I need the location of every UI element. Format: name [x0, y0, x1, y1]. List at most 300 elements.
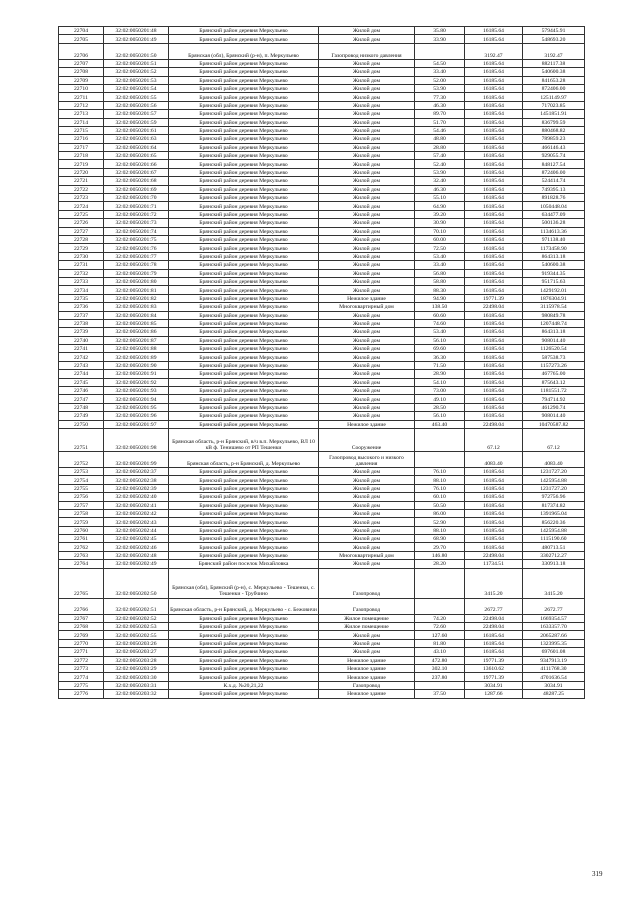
cadastral-value-cell: 4701636.54	[523, 673, 585, 681]
cadastral-number-cell: 32:02:0050202:43	[104, 518, 169, 526]
table-row	[59, 690, 585, 698]
area-cell: 28.80	[415, 143, 465, 151]
cadastral-number-cell: 32:02:0050201:93	[104, 387, 169, 395]
cadastral-number-cell: 32:02:0050201:50	[104, 43, 169, 59]
cadastral-number-cell: 32:02:0050201:77	[104, 252, 169, 260]
row-id-cell: 22714	[59, 118, 104, 126]
row-id-cell: 22771	[59, 648, 104, 656]
table-row	[59, 412, 585, 420]
address-cell: Брянский район деревня Меркульево	[169, 177, 319, 185]
address-cell: Брянский район деревня Меркульево	[169, 168, 319, 176]
table-row	[59, 656, 585, 664]
cadastral-number-cell: 32:02:0050203:26	[104, 639, 169, 647]
cadastral-number-cell: 32:02:0050201:94	[104, 395, 169, 403]
cadastral-value-cell: 3302712.27	[523, 551, 585, 559]
cadastral-number-cell: 32:02:0050201:49	[104, 35, 169, 43]
cadastral-number-cell: 32:02:0050201:59	[104, 118, 169, 126]
rate-cell: 19771.39	[465, 656, 523, 664]
row-id-cell: 22731	[59, 261, 104, 269]
cadastral-value-cell: 1669354.57	[523, 614, 585, 622]
area-cell: 72.50	[415, 244, 465, 252]
cadastral-value-cell: 548693.20	[523, 35, 585, 43]
cadastral-value-cell: 4111768.30	[523, 665, 585, 673]
cadastral-number-cell: 32:02:0050201:87	[104, 336, 169, 344]
area-cell: 43.10	[415, 648, 465, 656]
row-id-cell: 22736	[59, 303, 104, 311]
area-cell	[415, 43, 465, 59]
table-row	[59, 35, 585, 43]
object-type-cell: Жилой дом	[319, 535, 415, 543]
cadastral-number-cell: 32:02:0050201:89	[104, 353, 169, 361]
table-row	[59, 319, 585, 327]
cadastral-value-cell: 1050448.04	[523, 202, 585, 210]
area-cell: 64.90	[415, 202, 465, 210]
object-type-cell: Жилой дом	[319, 345, 415, 353]
table-row	[59, 143, 585, 151]
address-cell: Брянская область, р-н Брянский, д. Меркульево - с. Бежовичи	[169, 598, 319, 614]
object-type-cell: Жилой дом	[319, 353, 415, 361]
cadastral-number-cell: 32:02:0050201:97	[104, 420, 169, 428]
area-cell: 71.50	[415, 361, 465, 369]
address-cell: Брянский район деревня Меркульево	[169, 420, 319, 428]
object-type-cell: Жилой дом	[319, 467, 415, 475]
cadastral-number-cell: 32:02:0050203:31	[104, 681, 169, 689]
object-type-cell: Жилой дом	[319, 526, 415, 534]
cadastral-value-cell: 3034.91	[523, 681, 585, 689]
address-cell: Брянский район деревня Меркульево	[169, 639, 319, 647]
row-id-cell: 22733	[59, 277, 104, 285]
cadastral-value-cell: 929055.74	[523, 152, 585, 160]
rate-cell: 16185.64	[465, 277, 523, 285]
cadastral-value-cell: 817374.82	[523, 501, 585, 509]
row-id-cell: 22716	[59, 135, 104, 143]
rate-cell: 16185.64	[465, 168, 523, 176]
cadastral-number-cell: 32:02:0050201:69	[104, 185, 169, 193]
cadastral-value-cell: 3115978.54	[523, 303, 585, 311]
address-cell: Брянский район деревня Меркульево	[169, 484, 319, 492]
table-row	[59, 311, 585, 319]
cadastral-value-cell: 1391965.04	[523, 509, 585, 517]
rate-cell: 16185.64	[465, 639, 523, 647]
row-id-cell: 22717	[59, 143, 104, 151]
row-id-cell: 22705	[59, 35, 104, 43]
cadastral-value-cell: 524414.74	[523, 177, 585, 185]
address-cell: Брянский район деревня Меркульево	[169, 235, 319, 243]
area-cell: 76.10	[415, 467, 465, 475]
cadastral-number-cell: 32:02:0050201:82	[104, 294, 169, 302]
area-cell: 32.40	[415, 177, 465, 185]
row-id-cell: 22761	[59, 535, 104, 543]
address-cell: Брянский район деревня Меркульево	[169, 623, 319, 631]
address-cell: Брянский район деревня Меркульево	[169, 160, 319, 168]
row-id-cell: 22720	[59, 168, 104, 176]
cadastral-value-cell: 4083.40	[523, 451, 585, 467]
address-cell: Брянский район деревня Меркульево	[169, 303, 319, 311]
object-type-cell: Жилой дом	[319, 194, 415, 202]
table-row	[59, 294, 585, 302]
cadastral-number-cell: 32:02:0050201:61	[104, 126, 169, 134]
cadastral-number-cell: 32:02:0050202:42	[104, 509, 169, 517]
row-id-cell: 22749	[59, 412, 104, 420]
table-row	[59, 210, 585, 218]
row-id-cell: 22742	[59, 353, 104, 361]
address-cell: Брянский район деревня Меркульево	[169, 252, 319, 260]
table-row	[59, 135, 585, 143]
page-number: 319	[592, 870, 603, 878]
cadastral-value-cell: 461290.74	[523, 403, 585, 411]
address-cell: Брянский район деревня Меркульево	[169, 68, 319, 76]
cadastral-number-cell: 32:02:0050201:96	[104, 412, 169, 420]
cadastral-value-cell: 9347913.19	[523, 656, 585, 664]
cadastral-value-cell: 1126520.54	[523, 345, 585, 353]
object-type-cell: Жилой дом	[319, 387, 415, 395]
object-type-cell: Жилой дом	[319, 185, 415, 193]
area-cell: 88.30	[415, 286, 465, 294]
address-cell: Брянский район деревня Меркульево	[169, 648, 319, 656]
cadastral-number-cell: 32:02:0050201:68	[104, 177, 169, 185]
object-type-cell: Многоквартирный дом	[319, 303, 415, 311]
table-row	[59, 286, 585, 294]
cadastral-number-cell: 32:02:0050201:88	[104, 345, 169, 353]
row-id-cell: 22751	[59, 428, 104, 451]
cadastral-value-cell: 1134613.36	[523, 227, 585, 235]
area-cell: 33.40	[415, 261, 465, 269]
cadastral-value-cell: 856220.36	[523, 518, 585, 526]
table-row	[59, 535, 585, 543]
address-cell: Брянский район деревня Меркульево	[169, 509, 319, 517]
address-cell: Брянский район деревня Меркульево	[169, 673, 319, 681]
cadastral-number-cell: 32:02:0050202:40	[104, 493, 169, 501]
cadastral-value-cell: 587538.73	[523, 353, 585, 361]
area-cell	[415, 681, 465, 689]
cadastral-value-cell: 540600.38	[523, 68, 585, 76]
rate-cell: 16185.64	[465, 535, 523, 543]
area-cell: 472.80	[415, 656, 465, 664]
address-cell: Брянский район деревня Меркульево	[169, 219, 319, 227]
row-id-cell: 22715	[59, 126, 104, 134]
cadastral-number-cell: 32:02:0050202:39	[104, 484, 169, 492]
table-row	[59, 387, 585, 395]
object-type-cell: Жилой дом	[319, 59, 415, 67]
cadastral-number-cell: 32:02:0050201:53	[104, 76, 169, 84]
rate-cell: 16185.64	[465, 526, 523, 534]
cadastral-value-cell: 980849.78	[523, 311, 585, 319]
area-cell: 57.40	[415, 152, 465, 160]
area-cell	[415, 598, 465, 614]
table-row	[59, 177, 585, 185]
object-type-cell: Газопровод низкого давления	[319, 43, 415, 59]
address-cell: Брянский район деревня Меркульево	[169, 76, 319, 84]
rate-cell: 16185.64	[465, 152, 523, 160]
area-cell: 127.60	[415, 631, 465, 639]
object-type-cell: Жилой дом	[319, 361, 415, 369]
row-id-cell: 22750	[59, 420, 104, 428]
row-id-cell: 22770	[59, 639, 104, 647]
area-cell: 302.10	[415, 665, 465, 673]
row-id-cell: 22752	[59, 451, 104, 467]
object-type-cell: Нежилое здание	[319, 673, 415, 681]
cadastral-number-cell: 32:02:0050202:48	[104, 551, 169, 559]
address-cell: Брянский район деревня Меркульево	[169, 118, 319, 126]
cadastral-value-cell: 872406.00	[523, 84, 585, 92]
row-id-cell: 22710	[59, 84, 104, 92]
object-type-cell: Жилой дом	[319, 168, 415, 176]
rate-cell: 16185.64	[465, 518, 523, 526]
rate-cell: 16185.64	[465, 311, 523, 319]
area-cell: 55.10	[415, 194, 465, 202]
table-row	[59, 614, 585, 622]
area-cell: 53.40	[415, 328, 465, 336]
cadastral-value-cell: 872406.00	[523, 168, 585, 176]
rate-cell: 16185.64	[465, 361, 523, 369]
cadastral-value-cell: 1429192.01	[523, 286, 585, 294]
object-type-cell: Жилой дом	[319, 27, 415, 35]
cadastral-value-cell: 1251149.97	[523, 93, 585, 101]
row-id-cell: 22708	[59, 68, 104, 76]
row-id-cell: 22704	[59, 27, 104, 35]
row-id-cell: 22746	[59, 387, 104, 395]
cadastral-number-cell: 32:02:0050201:92	[104, 378, 169, 386]
cadastral-number-cell: 32:02:0050201:48	[104, 27, 169, 35]
rate-cell: 16185.64	[465, 261, 523, 269]
area-cell: 36.30	[415, 353, 465, 361]
cadastral-number-cell: 32:02:0050201:75	[104, 235, 169, 243]
cadastral-number-cell: 32:02:0050201:64	[104, 143, 169, 151]
object-type-cell: Жилой дом	[319, 277, 415, 285]
area-cell: 60.10	[415, 493, 465, 501]
address-cell: Брянский район деревня Меркульево	[169, 328, 319, 336]
rate-cell: 16185.64	[465, 286, 523, 294]
area-cell: 70.10	[415, 227, 465, 235]
object-type-cell: Жилой дом	[319, 235, 415, 243]
row-id-cell: 22724	[59, 202, 104, 210]
table-row	[59, 194, 585, 202]
object-type-cell: Жилое помещение	[319, 614, 415, 622]
rate-cell: 16185.64	[465, 476, 523, 484]
cadastral-value-cell: 2065287.66	[523, 631, 585, 639]
row-id-cell: 22763	[59, 551, 104, 559]
cadastral-number-cell: 32:02:0050201:98	[104, 428, 169, 451]
object-type-cell: Жилой дом	[319, 543, 415, 551]
cadastral-value-cell: 3415.20	[523, 568, 585, 598]
rate-cell: 16185.64	[465, 110, 523, 118]
object-type-cell: Жилой дом	[319, 501, 415, 509]
object-type-cell: Жилое помещение	[319, 623, 415, 631]
cadastral-value-cell: 1231727.20	[523, 484, 585, 492]
table-row	[59, 681, 585, 689]
object-type-cell: Жилой дом	[319, 177, 415, 185]
area-cell: 60.60	[415, 311, 465, 319]
cadastral-value-cell: 1633357.70	[523, 623, 585, 631]
rate-cell: 19771.39	[465, 673, 523, 681]
cadastral-number-cell: 32:02:0050201:84	[104, 311, 169, 319]
rate-cell: 16185.64	[465, 101, 523, 109]
rate-cell: 1287.66	[465, 690, 523, 698]
table-row	[59, 484, 585, 492]
cadastral-number-cell: 32:02:0050201:57	[104, 110, 169, 118]
row-id-cell: 22706	[59, 43, 104, 59]
table-row	[59, 244, 585, 252]
rate-cell: 16185.64	[465, 227, 523, 235]
area-cell: 60.00	[415, 235, 465, 243]
object-type-cell: Жилой дом	[319, 370, 415, 378]
address-cell: Брянский район деревня Меркульево	[169, 110, 319, 118]
cadastral-number-cell: 32:02:0050202:53	[104, 623, 169, 631]
area-cell: 81.80	[415, 639, 465, 647]
row-id-cell: 22721	[59, 177, 104, 185]
cadastral-value-cell: 634477.09	[523, 210, 585, 218]
rate-cell: 19771.39	[465, 294, 523, 302]
rate-cell: 16185.64	[465, 118, 523, 126]
object-type-cell: Жилой дом	[319, 252, 415, 260]
rate-cell: 16185.64	[465, 319, 523, 327]
area-cell: 52.90	[415, 518, 465, 526]
object-type-cell: Жилой дом	[319, 631, 415, 639]
rate-cell: 16185.64	[465, 59, 523, 67]
row-id-cell: 22730	[59, 252, 104, 260]
area-cell: 94.90	[415, 294, 465, 302]
area-cell: 48.80	[415, 135, 465, 143]
row-id-cell: 22765	[59, 568, 104, 598]
address-cell: Брянский район деревня Меркульево	[169, 319, 319, 327]
cadastral-value-cell: 908014.40	[523, 336, 585, 344]
row-id-cell: 22767	[59, 614, 104, 622]
object-type-cell: Жилой дом	[319, 484, 415, 492]
cadastral-value-cell: 1451851.91	[523, 110, 585, 118]
cadastral-value-cell: 864313.18	[523, 328, 585, 336]
object-type-cell: Жилой дом	[319, 403, 415, 411]
table-row	[59, 261, 585, 269]
cadastral-value-cell: 1425954.88	[523, 526, 585, 534]
cadastral-value-cell: 67.12	[523, 428, 585, 451]
object-type-cell: Жилой дом	[319, 84, 415, 92]
cadastral-number-cell: 32:02:0050201:51	[104, 59, 169, 67]
row-id-cell: 22775	[59, 681, 104, 689]
area-cell: 138.50	[415, 303, 465, 311]
cadastral-value-cell: 467765.00	[523, 370, 585, 378]
object-type-cell: Жилой дом	[319, 493, 415, 501]
object-type-cell: Жилой дом	[319, 126, 415, 134]
cadastral-number-cell: 32:02:0050201:83	[104, 303, 169, 311]
cadastral-number-cell: 32:02:0050201:54	[104, 84, 169, 92]
table-row	[59, 361, 585, 369]
table-row	[59, 509, 585, 517]
cadastral-value-cell: 466146.43	[523, 143, 585, 151]
area-cell: 86.00	[415, 509, 465, 517]
address-cell: Брянский район деревня Меркульево	[169, 690, 319, 698]
row-id-cell: 22735	[59, 294, 104, 302]
rate-cell: 16185.64	[465, 412, 523, 420]
address-cell: Брянский район деревня Меркульево	[169, 227, 319, 235]
cadastral-value-cell: 330913.18	[523, 560, 585, 568]
area-cell: 72.60	[415, 623, 465, 631]
row-id-cell: 22774	[59, 673, 104, 681]
address-cell: Брянский район деревня Меркульево	[169, 543, 319, 551]
cadastral-value-cell: 579445.91	[523, 27, 585, 35]
address-cell: Брянский район деревня Меркульево	[169, 59, 319, 67]
cadastral-number-cell: 32:02:0050201:70	[104, 194, 169, 202]
row-id-cell: 22729	[59, 244, 104, 252]
rate-cell: 16185.64	[465, 403, 523, 411]
cadastral-value-cell: 480713.51	[523, 543, 585, 551]
property-register-sheet	[58, 26, 584, 699]
cadastral-value-cell: 789859.23	[523, 135, 585, 143]
table-row	[59, 59, 585, 67]
area-cell: 50.50	[415, 501, 465, 509]
address-cell: Брянский район деревня Меркульево	[169, 294, 319, 302]
rate-cell: 3034.91	[465, 681, 523, 689]
cadastral-number-cell: 32:02:0050201:71	[104, 202, 169, 210]
row-id-cell: 22734	[59, 286, 104, 294]
object-type-cell: Многоквартирный дом	[319, 551, 415, 559]
address-cell: Брянский район деревня Меркульево	[169, 152, 319, 160]
object-type-cell: Жилой дом	[319, 311, 415, 319]
rate-cell: 4083.40	[465, 451, 523, 467]
cadastral-number-cell: 32:02:0050202:37	[104, 467, 169, 475]
cadastral-value-cell: 908014.40	[523, 412, 585, 420]
object-type-cell: Нежилое здание	[319, 690, 415, 698]
object-type-cell: Жилой дом	[319, 261, 415, 269]
address-cell: Брянская (обл), Брянский (р-н), с. Меркульево - Тешенки, с. Тешенки - Трубчино	[169, 568, 319, 598]
row-id-cell: 22719	[59, 160, 104, 168]
row-id-cell: 22754	[59, 476, 104, 484]
row-id-cell: 22740	[59, 336, 104, 344]
row-id-cell: 22769	[59, 631, 104, 639]
table-row	[59, 303, 585, 311]
address-cell: Брянский район деревня Меркульево	[169, 84, 319, 92]
cadastral-value-cell: 875643.12	[523, 378, 585, 386]
cadastral-value-cell: 882117.38	[523, 59, 585, 67]
cadastral-value-cell: 972756.96	[523, 493, 585, 501]
table-row	[59, 168, 585, 176]
area-cell: 52.40	[415, 160, 465, 168]
table-row	[59, 526, 585, 534]
cadastral-value-cell: 540600.38	[523, 261, 585, 269]
cadastral-number-cell: 32:02:0050201:99	[104, 451, 169, 467]
object-type-cell: Жилой дом	[319, 135, 415, 143]
table-row	[59, 598, 585, 614]
cadastral-number-cell: 32:02:0050202:55	[104, 631, 169, 639]
rate-cell: 16185.64	[465, 194, 523, 202]
area-cell: 237.80	[415, 673, 465, 681]
cadastral-value-cell: 1207448.74	[523, 319, 585, 327]
row-id-cell: 22744	[59, 370, 104, 378]
area-cell: 54.50	[415, 59, 465, 67]
area-cell: 56.10	[415, 336, 465, 344]
table-row	[59, 345, 585, 353]
row-id-cell: 22759	[59, 518, 104, 526]
cadastral-number-cell: 32:02:0050203:28	[104, 656, 169, 664]
rate-cell: 16185.64	[465, 648, 523, 656]
area-cell: 88.10	[415, 476, 465, 484]
address-cell: Брянский район деревня Меркульево	[169, 501, 319, 509]
cadastral-number-cell: 32:02:0050202:44	[104, 526, 169, 534]
rate-cell: 16185.64	[465, 177, 523, 185]
cadastral-number-cell: 32:02:0050201:86	[104, 328, 169, 336]
row-id-cell: 22723	[59, 194, 104, 202]
cadastral-value-cell: 2672.77	[523, 598, 585, 614]
address-cell: Брянский район деревня Меркульево	[169, 551, 319, 559]
row-id-cell: 22772	[59, 656, 104, 664]
table-row	[59, 110, 585, 118]
row-id-cell: 22756	[59, 493, 104, 501]
address-cell: Брянский район деревня Меркульево	[169, 412, 319, 420]
table-row	[59, 518, 585, 526]
rate-cell: 22498.04	[465, 614, 523, 622]
address-cell: Брянский район деревня Меркульево	[169, 378, 319, 386]
table-row	[59, 118, 585, 126]
row-id-cell: 22718	[59, 152, 104, 160]
